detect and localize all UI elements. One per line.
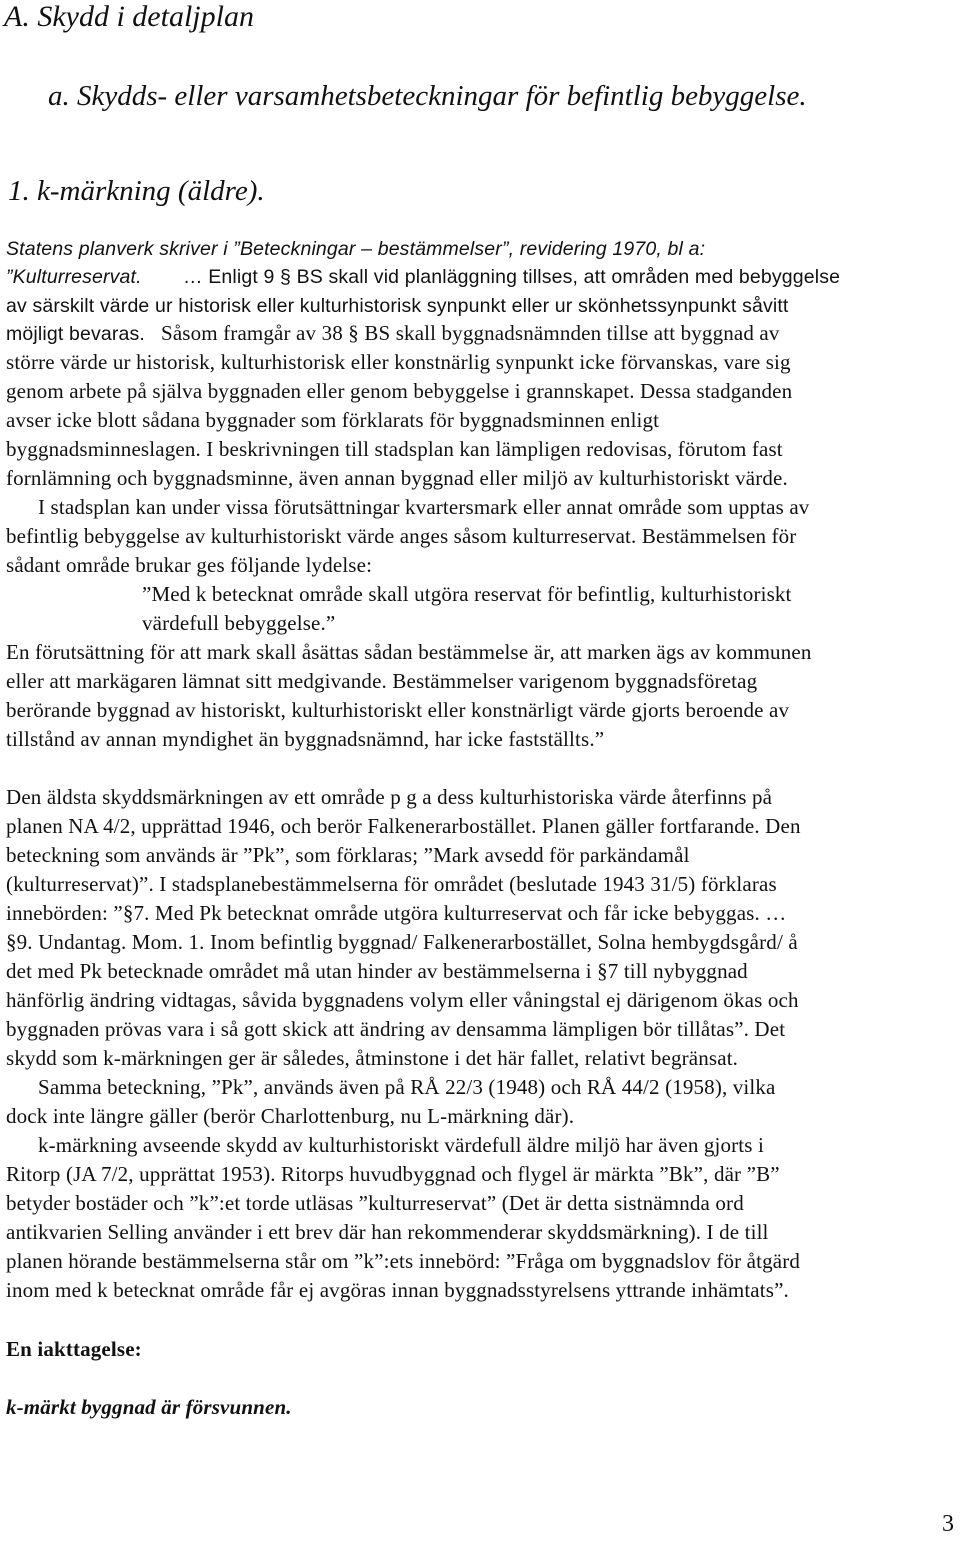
- body-line: hänförlig ändring vidtagas, såvida byggnadens volym eller våningstal ej därigenom ökas och: [6, 988, 799, 1012]
- page-number: 3: [942, 1511, 954, 1537]
- heading-subsection-a: a. Skydds- eller varsamhetsbeteckningar för befintlig bebyggelse.: [48, 80, 807, 112]
- body-line: större värde ur historisk, kulturhistorisk eller konstnärlig synpunkt icke förvanskas, vare sig: [6, 350, 791, 374]
- body-line: byggnaden prövas vara i så gott skick att ändring av densamma lämpligen bör tillåtas”. Det: [6, 1017, 786, 1041]
- body-line: Den äldsta skyddsmärkningen av ett område p g a dess kulturhistoriska värde återfinns på: [6, 785, 773, 809]
- body-line: En förutsättning för att mark skall åsättas sådan bestämmelse är, att marken ägs av kommunen: [6, 640, 812, 664]
- body-line: antikvarien Selling använder i ett brev där han rekommenderar skyddsmärkning). I de till: [6, 1220, 769, 1244]
- observation-heading: En iakttagelse:: [6, 1337, 142, 1361]
- body-line: tillstånd av annan myndighet än byggnadsnämnd, har icke fastställts.”: [6, 727, 605, 751]
- body-line: planen hörande bestämmelserna står om ”k”:ets innebörd: ”Fråga om byggnadslov för åtgärd: [6, 1249, 801, 1273]
- body-line: planen NA 4/2, upprättad 1946, och berör Falkenerarbostället. Planen gäller fortfarande. Den: [6, 814, 801, 838]
- body-line: I stadsplan kan under vissa förutsättningar kvartersmark eller annat område som upptas av: [38, 495, 810, 519]
- quote-line: av särskilt värde ur historisk eller kulturhistorisk synpunkt eller ur skönhetssynpunkt såvitt: [6, 295, 789, 317]
- body-line: Samma beteckning, ”Pk”, används även på RÅ 22/3 (1948) och RÅ 44/2 (1958), vilka: [38, 1075, 776, 1099]
- body-line: Ritorp (JA 7/2, upprättat 1953). Ritorps huvudbyggnad och flygel är märkta ”Bk”, där ”B”: [6, 1162, 780, 1186]
- quote-line: … Enligt 9 § BS skall vid planläggning tillses, att områden med bebyggelse: [183, 266, 841, 288]
- body-line: Såsom framgår av 38 § BS skall byggnadsnämnden tillse att byggnad av: [161, 321, 780, 345]
- observation-text: k-märkt byggnad är försvunnen.: [6, 1395, 292, 1419]
- indented-quote-line: ”Med k betecknat område skall utgöra reservat för befintlig, kulturhistoriskt: [142, 582, 792, 606]
- body-line: eller att markägaren lämnat sitt medgivande. Bestämmelser varigenom byggnadsföretag: [6, 669, 758, 693]
- heading-k-marking: 1. k-märkning (äldre).: [8, 175, 265, 207]
- body-line: berörande byggnad av historiskt, kulturhistoriskt eller konstnärligt värde gjorts beroende av: [6, 698, 790, 722]
- body-line: innebörden: ”§7. Med Pk betecknat område utgöra kulturreservat och får icke bebyggas. …: [6, 901, 787, 925]
- indented-quote-line: värdefull bebyggelse.”: [142, 611, 336, 635]
- body-line: dock inte längre gäller (berör Charlottenburg, nu L-märkning där).: [6, 1104, 575, 1128]
- body-line: byggnadsminneslagen. I beskrivningen till stadsplan kan lämpligen redovisas, förutom fast: [6, 437, 783, 461]
- body-line: genom arbete på själva byggnaden eller genom bebyggelse i grannskapet. Dessa stadganden: [6, 379, 793, 403]
- body-line: §9. Undantag. Mom. 1. Inom befintlig byggnad/ Falkenerarbostället, Solna hembygdsgård/ å: [6, 930, 798, 954]
- heading-section-a: A. Skydd i detaljplan: [4, 0, 254, 33]
- body-line: (kulturreservat)”. I stadsplanebestämmelserna för området (beslutade 1943 31/5) förklaras: [6, 872, 777, 896]
- body-line: sådant område brukar ges följande lydelse:: [6, 553, 373, 577]
- body-line: fornlämning och byggnadsminne, även annan byggnad eller miljö av kulturhistoriskt värde.: [6, 466, 788, 490]
- quote-intro-line: Statens planverk skriver i ”Beteckningar – bestämmelser”, revidering 1970, bl a:: [6, 238, 706, 260]
- body-line: skydd som k-märkningen ger är således, åtminstone i det här fallet, relativt begränsat.: [6, 1046, 739, 1070]
- body-line: betyder bostäder och ”k”:et torde utläsas ”kulturreservat” (Det är detta sistnämnda ord: [6, 1191, 744, 1215]
- body-line: inom med k betecknat område får ej avgöras innan byggnadsstyrelsens yttrande inhämtats”.: [6, 1278, 789, 1302]
- body-line: beteckning som används är ”Pk”, som förklaras; ”Mark avsedd för parkändamål: [6, 843, 690, 867]
- body-line: befintlig bebyggelse av kulturhistoriskt värde anges såsom kulturreservat. Bestämmelsen för: [6, 524, 797, 548]
- body-line: k-märkning avseende skydd av kulturhistoriskt värdefull äldre miljö har även gjorts i: [38, 1133, 764, 1157]
- quote-line: möjligt bevaras.: [6, 323, 145, 345]
- body-line: avser icke blott sådana byggnader som förklarats för byggnadsminnen enligt: [6, 408, 660, 432]
- quote-line-kulturreservat: ”Kulturreservat.: [6, 266, 142, 288]
- body-line: det med Pk betecknade området må utan hinder av bestämmelserna i §7 till nybyggnad: [6, 959, 748, 983]
